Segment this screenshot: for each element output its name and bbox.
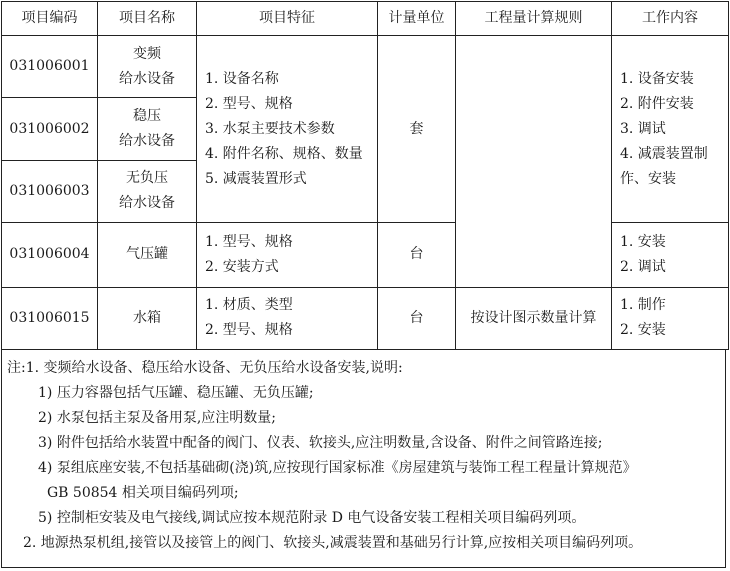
feature-line: 1. 设备名称	[205, 70, 279, 87]
bill-of-quantities-table	[1, 1, 729, 350]
work-line: 作、安装	[620, 170, 676, 187]
note-1-item-4-continued: GB 50854 相关项目编码列项;	[47, 485, 239, 501]
item-name-line: 给水设备	[119, 70, 175, 87]
feature-line: 1. 材质、类型	[205, 297, 293, 314]
work-line: 2. 附件安装	[620, 95, 694, 112]
header-row	[2, 2, 729, 36]
note-1-item-5: 5) 控制柜安装及电气接线,调试应按本规范附录 D 电气设备安装工程相关项目编码列项。	[38, 510, 586, 526]
work-line: 3. 调试	[620, 120, 666, 137]
features-cell	[197, 36, 378, 223]
feature-line: 2. 型号、规格	[205, 95, 293, 112]
unit-cell: 台	[378, 223, 456, 287]
features-cell	[197, 287, 378, 349]
work-line: 2. 安装	[620, 322, 666, 339]
work-content-cell	[612, 223, 729, 287]
feature-line: 4. 附件名称、规格、数量	[205, 145, 363, 162]
item-name-cell	[98, 160, 197, 222]
unit-cell: 台	[378, 287, 456, 349]
item-name-line: 给水设备	[119, 195, 175, 212]
item-name-cell	[98, 98, 197, 160]
work-line: 1. 安装	[620, 233, 666, 250]
table-row	[2, 287, 729, 349]
work-line: 2. 调试	[620, 258, 666, 275]
header-item-features: 项目特征	[197, 2, 378, 36]
feature-line: 5. 减震装置形式	[205, 170, 307, 187]
header-unit: 计量单位	[378, 2, 456, 36]
header-work-content: 工作内容	[612, 2, 729, 36]
note-1-item-3: 3) 附件包括给水装置中配备的阀门、仪表、软接头,应注明数量,含设备、附件之间管路连接;	[38, 435, 603, 451]
item-name-line: 无负压	[126, 170, 168, 187]
header-item-name: 项目名称	[98, 2, 197, 36]
note-1-item-1: 1) 压力容器包括气压罐、稳压罐、无负压罐;	[38, 385, 314, 401]
rule-cell-merged	[456, 36, 612, 288]
work-content-cell	[612, 287, 729, 349]
work-content-cell	[612, 36, 729, 223]
note-2: 2. 地源热泵机组,接管以及接管上的阀门、软接头,减震装置和基础另行计算,应按相关项目编码列项。	[23, 535, 643, 551]
item-code-cell: 031006002	[2, 98, 98, 160]
feature-line: 1. 型号、规格	[205, 233, 293, 250]
item-code-cell: 031006001	[2, 36, 98, 98]
item-name-line: 给水设备	[119, 133, 175, 150]
note-1-item-2: 2) 水泵包括主泵及备用泵,应注明数量;	[38, 410, 276, 426]
work-line: 1. 设备安装	[620, 70, 694, 87]
note-1: 注:1. 变频给水设备、稳压给水设备、无负压给水设备安装,说明:	[7, 360, 403, 376]
header-item-code: 项目编码	[2, 2, 98, 36]
work-line: 4. 减震装置制	[620, 145, 708, 162]
item-name-line: 变频	[133, 45, 161, 62]
work-line: 1. 制作	[620, 297, 666, 314]
table-row	[2, 223, 729, 287]
rule-cell: 按设计图示数量计算	[456, 287, 612, 349]
unit-cell: 套	[378, 36, 456, 223]
features-cell	[197, 223, 378, 287]
feature-line: 2. 型号、规格	[205, 322, 293, 339]
item-name-cell: 气压罐	[98, 223, 197, 287]
item-name-cell	[98, 36, 197, 98]
item-name-cell: 水箱	[98, 287, 197, 349]
feature-line: 2. 安装方式	[205, 258, 279, 275]
item-code-cell: 031006015	[2, 287, 98, 349]
item-code-cell: 031006003	[2, 160, 98, 222]
item-name-line: 稳压	[133, 108, 161, 125]
feature-line: 3. 水泵主要技术参数	[205, 120, 335, 137]
item-code-cell: 031006004	[2, 223, 98, 287]
notes-section	[1, 349, 726, 568]
table-row	[2, 36, 729, 98]
note-1-item-4: 4) 泵组底座安装,不包括基础砌(浇)筑,应按现行国家标准《房屋建筑与装饰工程工程量计算规范》	[38, 460, 637, 476]
header-calculation-rule: 工程量计算规则	[456, 2, 612, 36]
